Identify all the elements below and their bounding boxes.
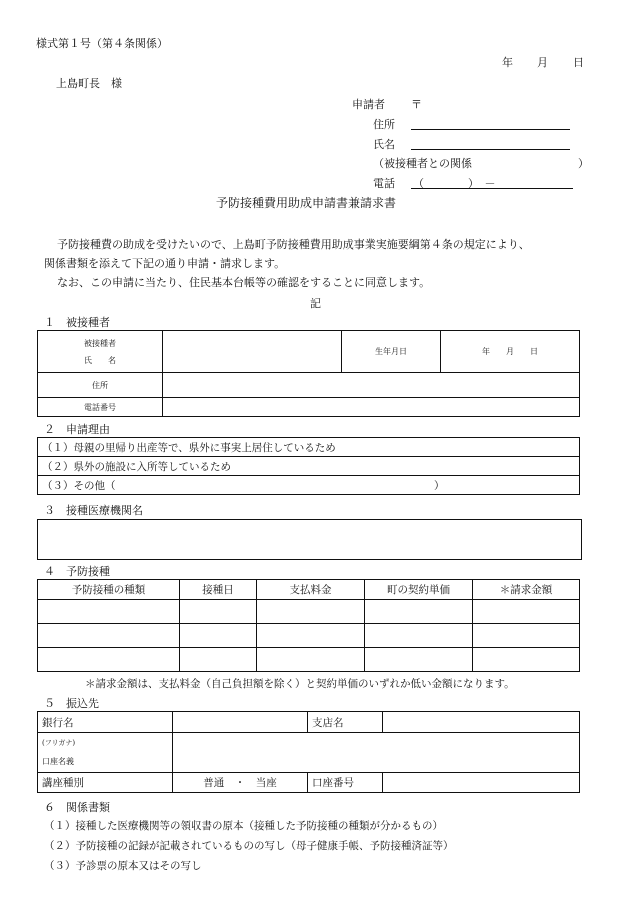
recipient-phone-label: 電話番号 <box>38 398 163 417</box>
holder-label: 口座名義 <box>42 757 74 766</box>
section3-heading: ３ 接種医療機関名 <box>44 504 143 517</box>
birth-date-value[interactable]: 年 月 日 <box>441 331 580 373</box>
applicant-label: 申請者 <box>352 98 385 111</box>
bank-value[interactable] <box>173 712 308 733</box>
document-item: （２）予防接種の記録が記載されているものの写し（母子健康手帳、予防接種済証等） <box>44 840 454 852</box>
section2-heading: ２ 申請理由 <box>44 423 110 436</box>
vaccination-table <box>37 579 580 672</box>
col-header-unit-price: 町の契約単価 <box>365 580 473 600</box>
account-number-label: 口座番号 <box>308 773 383 793</box>
phone-template: （ ） － <box>413 177 496 190</box>
recipient-name-label-1: 被接種者 <box>84 338 116 348</box>
reason-other-close: ） <box>434 479 445 492</box>
section1-heading: １ 被接種者 <box>44 316 110 329</box>
reason-row[interactable]: （１）母親の里帰り出産等で、県外に事実上居住しているため <box>38 438 580 457</box>
table-cell[interactable] <box>38 648 180 672</box>
recipient-table <box>37 330 580 417</box>
table-cell[interactable] <box>257 648 365 672</box>
section6-heading: ６ 関係書類 <box>44 801 110 814</box>
date-month-label: 月 <box>537 56 548 69</box>
name-label: 氏名 <box>373 138 395 151</box>
account-type-options[interactable]: 普通 ・ 当座 <box>173 773 308 793</box>
recipient-address-value[interactable] <box>163 373 580 398</box>
address-label: 住所 <box>373 118 395 131</box>
phone-label: 電話 <box>373 177 395 190</box>
postal-mark: 〒 <box>411 98 422 111</box>
table-row <box>38 600 580 624</box>
clinic-name-box[interactable] <box>37 519 582 560</box>
reason-other-label: （３）その他（ <box>42 479 116 492</box>
claim-note: ＊請求金額は、支払料金（自己負担額を除く）と契約単価のいずれか低い金額になります。 <box>85 678 515 690</box>
recipient-address-label: 住所 <box>38 373 163 398</box>
table-cell[interactable] <box>180 648 257 672</box>
table-cell[interactable] <box>38 600 180 624</box>
document-item: （３）予診票の原本又はその写し <box>44 860 202 872</box>
relation-label: （被接種者との関係 <box>373 157 472 170</box>
table-cell[interactable] <box>365 648 473 672</box>
table-cell[interactable] <box>473 624 580 648</box>
phone-line <box>411 188 573 189</box>
table-cell[interactable] <box>180 600 257 624</box>
account-number-value[interactable] <box>383 773 580 793</box>
table-row <box>38 624 580 648</box>
table-cell[interactable] <box>473 648 580 672</box>
recipient-name-label-2: 氏 名 <box>84 355 116 365</box>
reason-row[interactable]: （２）県外の施設に入所等しているため <box>38 457 580 476</box>
document-item: （１）接種した医療機関等の領収書の原本（接種した予防接種の種類が分かるもの） <box>44 820 443 832</box>
table-cell[interactable] <box>365 624 473 648</box>
addressee: 上島町長 様 <box>56 77 122 90</box>
table-cell[interactable] <box>257 600 365 624</box>
furigana-label: (フリガナ) <box>42 739 76 747</box>
holder-label-cell <box>38 733 173 773</box>
intro-line-2: 関係書類を添えて下記の通り申請・請求します。 <box>44 257 286 270</box>
intro-line-1: 予防接種費の助成を受けたいので、上島町予防接種費用助成事業実施要綱第４条の規定により、 <box>57 238 530 251</box>
relation-close: ） <box>578 157 589 170</box>
holder-value[interactable] <box>173 733 580 773</box>
address-line <box>411 129 570 130</box>
birth-label: 生年月日 <box>342 331 441 373</box>
table-row <box>38 648 580 672</box>
date-year-label: 年 <box>502 56 513 69</box>
branch-value[interactable] <box>383 712 580 733</box>
col-header-date: 接種日 <box>180 580 257 600</box>
col-header-vaccine-type: 予防接種の種類 <box>38 580 180 600</box>
recipient-phone-value[interactable] <box>163 398 580 417</box>
table-cell[interactable] <box>180 624 257 648</box>
bank-label: 銀行名 <box>38 712 173 733</box>
table-cell[interactable] <box>38 624 180 648</box>
bank-table <box>37 711 580 793</box>
recipient-name-label-cell <box>38 331 163 373</box>
reason-table <box>37 437 580 495</box>
page-title: 予防接種費用助成申請書兼請求書 <box>216 196 397 210</box>
section4-heading: ４ 予防接種 <box>44 565 110 578</box>
ki-mark: 記 <box>310 297 321 310</box>
section5-heading: ５ 振込先 <box>44 697 99 710</box>
col-header-claim: ＊請求金額 <box>473 580 580 600</box>
table-cell[interactable] <box>473 600 580 624</box>
form-number: 様式第１号（第４条関係） <box>36 37 168 50</box>
date-day-label: 日 <box>573 56 584 69</box>
col-header-paid: 支払料金 <box>257 580 365 600</box>
reason-row-other[interactable] <box>38 476 580 495</box>
table-cell[interactable] <box>257 624 365 648</box>
name-line <box>411 149 570 150</box>
branch-label: 支店名 <box>308 712 383 733</box>
table-cell[interactable] <box>365 600 473 624</box>
recipient-name-value[interactable] <box>163 331 342 373</box>
intro-line-3: なお、この申請に当たり、住民基本台帳等の確認をすることに同意します。 <box>57 276 431 289</box>
account-type-label: 講座種別 <box>38 773 173 793</box>
